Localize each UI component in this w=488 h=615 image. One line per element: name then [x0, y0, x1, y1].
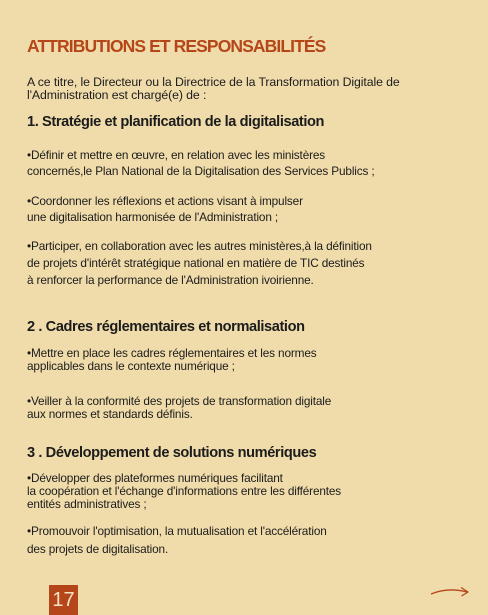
- bullet-line: des projets de digitalisation.: [27, 542, 169, 556]
- bullet-item: [27, 238, 475, 289]
- page-title: ATTRIBUTIONS ET RESPONSABILITÉS: [27, 36, 326, 56]
- bullet-item: [27, 347, 475, 373]
- section-title-cadres: 2 . Cadres réglementaires et normalisation: [27, 319, 305, 335]
- bullet-line: aux normes et standards définis.: [27, 407, 193, 421]
- bullet-line: entités administratives ;: [27, 497, 147, 511]
- bullet-line: la coopération et l'échange d'informations entre les différentes: [27, 484, 342, 498]
- bullet-line: une digitalisation harmonisée de l'Administration ;: [27, 210, 279, 224]
- section-title-developpement: 3 . Développement de solutions numériques: [27, 445, 317, 461]
- bullet-line: applicables dans le contexte numérique ;: [27, 359, 235, 373]
- bullet-line: •Participer, en collaboration avec les autres ministères,à la définition: [27, 239, 372, 253]
- page-number: 17: [49, 585, 78, 615]
- arrow-right-icon[interactable]: [430, 584, 470, 598]
- bullet-item: [27, 522, 475, 558]
- bullet-line: de projets d'intérêt stratégique national en matière de TIC destinés: [27, 256, 365, 270]
- bullet-line: •Définir et mettre en œuvre, en relation avec les ministères: [27, 148, 326, 162]
- bullet-item: [27, 472, 475, 511]
- bullet-line: •Développer des plateformes numériques facilitant: [27, 471, 283, 485]
- bullet-line: •Coordonner les réflexions et actions visant à impulser: [27, 194, 303, 208]
- bullet-line: concernés,le Plan National de la Digitalisation des Services Publics ;: [27, 164, 375, 178]
- bullet-item: [27, 147, 475, 179]
- bullet-line: •Mettre en place les cadres réglementaires et les normes: [27, 346, 317, 360]
- bullet-line: •Veiller à la conformité des projets de transformation digitale: [27, 394, 332, 408]
- intro-paragraph: A ce titre, le Directeur ou la Directrice de la Transformation Digitale de l'Administration est chargé(e) de :: [27, 75, 400, 102]
- bullet-item: [27, 193, 475, 225]
- bullet-item: [27, 395, 475, 421]
- section-title-strategie: 1. Stratégie et planification de la digitalisation: [27, 114, 325, 130]
- bullet-line: •Promouvoir l'optimisation, la mutualisation et l'accélération: [27, 524, 327, 538]
- bullet-line: à renforcer la performance de l'Administration ivoirienne.: [27, 273, 314, 287]
